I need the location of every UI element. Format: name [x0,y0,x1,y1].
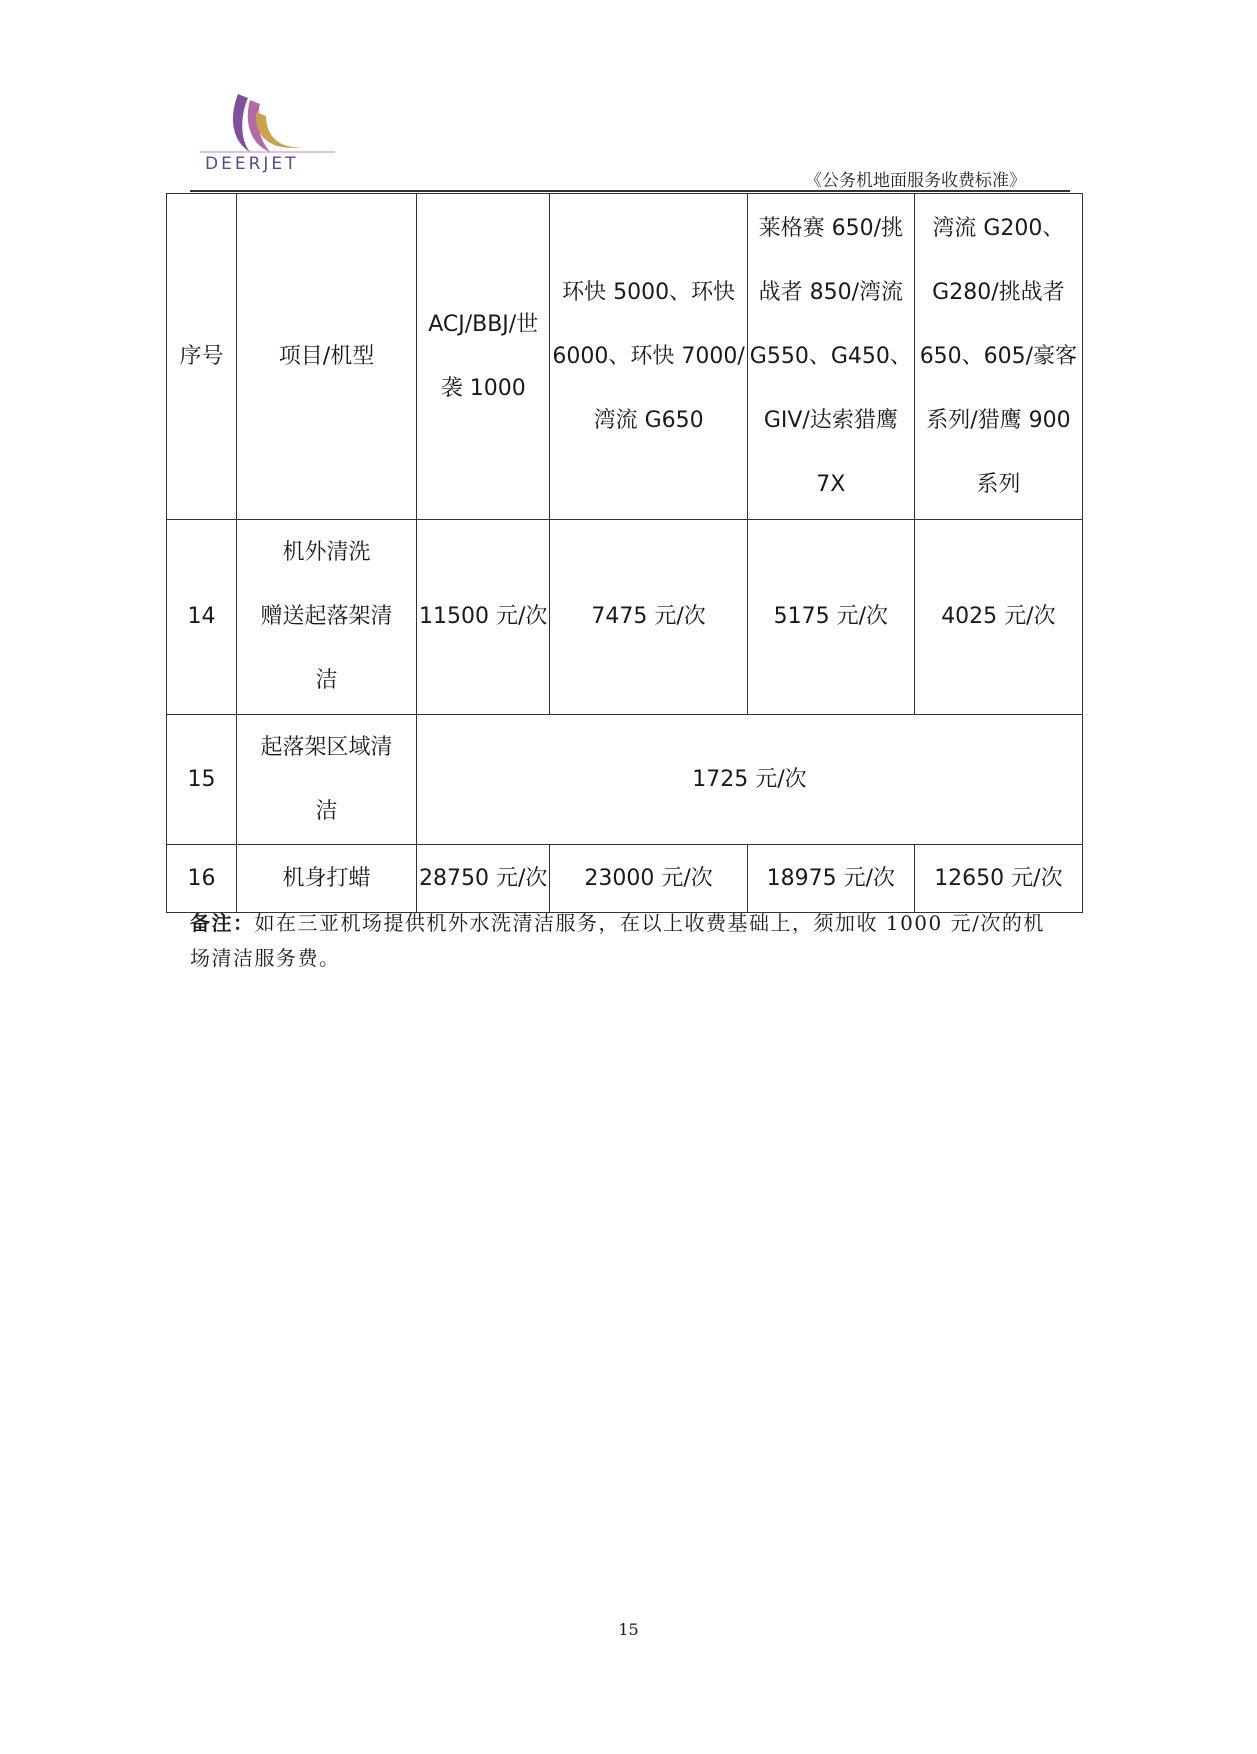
row-seq: 15 [167,715,237,845]
page-number: 15 [618,1620,639,1639]
header-col4: 湾流 G200、 G280/挑战者 650、605/豪客 系列/猎鹰 900 系列 [914,194,1082,520]
price-cell: 23000 元/次 [550,845,747,913]
header-rule [190,190,1070,192]
merged-price-cell: 1725 元/次 [417,715,1083,845]
header-col3: 莱格赛 650/挑 战者 850/湾流 G550、G450、 GIV/达索猎鹰 7X [747,194,914,520]
document-title: 《公务机地面服务收费标准》 [805,171,1026,191]
row-item: 起落架区域清 洁 [237,715,417,845]
price-cell: 7475 元/次 [550,520,747,715]
price-cell: 5175 元/次 [747,520,914,715]
row-item: 机外清洗 赠送起落架清 洁 [237,520,417,715]
price-cell: 11500 元/次 [417,520,550,715]
table-row [167,845,1083,913]
price-cell: 4025 元/次 [914,520,1082,715]
table-row [167,520,1083,715]
price-cell: 18975 元/次 [747,845,914,913]
header-item: 项目/机型 [237,194,417,520]
price-cell: 28750 元/次 [417,845,550,913]
table-row [167,715,1083,845]
price-cell: 12650 元/次 [914,845,1082,913]
table-header-row [167,194,1083,520]
remark-label: 备注： [190,911,255,935]
header-seq: 序号 [167,194,237,520]
fee-table [166,193,1083,913]
remark-note [190,906,1060,976]
row-seq: 16 [167,845,237,913]
row-item: 机身打蜡 [237,845,417,913]
remark-text: 如在三亚机场提供机外水洗清洁服务，在以上收费基础上，须加收 1000 元/次的机场清洁服务费。 [190,911,1045,970]
row-seq: 14 [167,520,237,715]
header-col2: 环快 5000、环快 6000、环快 7000/ 湾流 G650 [550,194,747,520]
header-col1: ACJ/BBJ/世 袭 1000 [417,194,550,520]
logo-text: DEERJET [205,154,299,174]
